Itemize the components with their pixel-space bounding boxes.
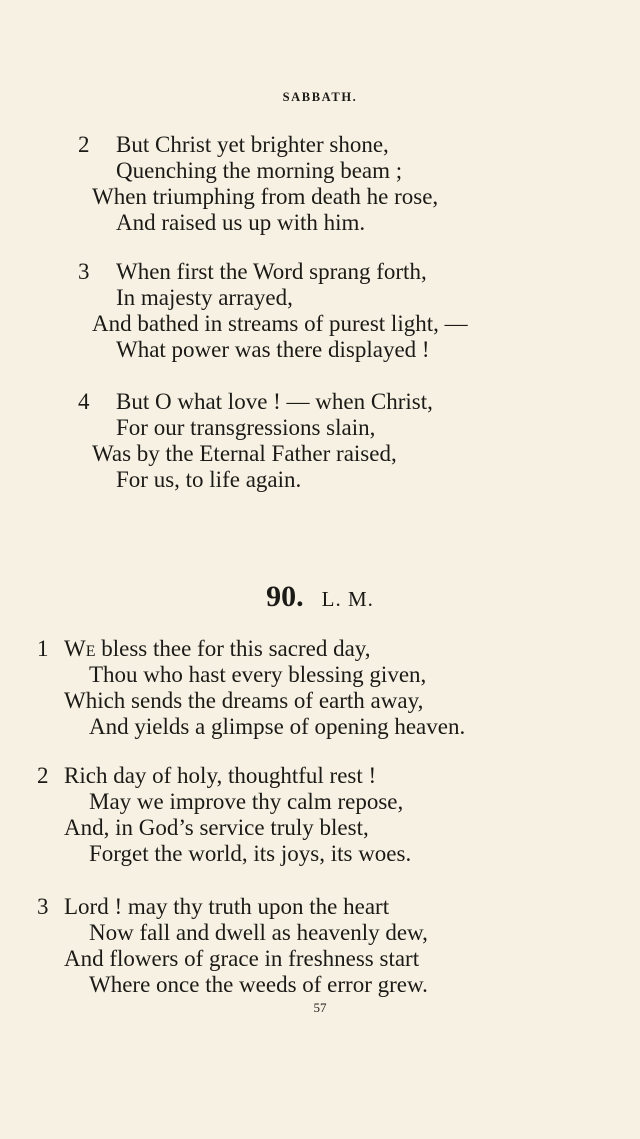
verse-line: Rich day of holy, thoughtful rest ! [64,763,377,788]
verse-line: In majesty arrayed, [116,285,293,310]
stanza-number: 3 [78,259,90,284]
page-number: 57 [313,1000,327,1015]
verse-line: Which sends the dreams of earth away, [64,688,424,713]
running-head: SABBATH. [282,90,358,104]
stanza-number: 3 [37,894,49,919]
verse-line: When triumphing from death he rose, [92,184,439,209]
verse-line: When first the Word sprang forth, [116,259,427,284]
verse-line: Forget the world, its joys, its woes. [89,841,412,866]
verse-line: Was by the Eternal Father raised, [92,441,397,466]
stanza-number: 2 [37,763,49,788]
initial-word: We [64,636,96,661]
stanza-number: 2 [78,132,90,157]
verse-line: Lord ! may thy truth upon the heart [64,894,390,919]
hymn-meter: L. M. [321,587,374,611]
verse-line: But Christ yet brighter shone, [116,132,389,157]
verse-line: Quenching the morning beam ; [116,158,403,183]
verse-line: And, in God’s service truly blest, [64,815,369,840]
verse-line: But O what love ! — when Christ, [116,389,433,414]
stanza-number: 4 [78,389,90,414]
verse-line: May we improve thy calm repose, [89,789,404,814]
verse-line: Thou who hast every blessing given, [89,662,427,687]
verse-line: And raised us up with him. [116,210,366,235]
hymn-heading [0,580,640,614]
verse-line: And flowers of grace in freshness start [64,946,420,971]
verse-line [64,636,371,662]
verse-line: For our transgressions slain, [116,415,376,440]
verse-line: For us, to life again. [116,467,302,492]
verse-line: What power was there displayed ! [116,337,430,362]
verse-line: And yields a glimpse of opening heaven. [89,714,466,739]
verse-line: Now fall and dwell as heavenly dew, [89,920,428,945]
hymn-number: 90. [266,580,304,613]
stanza-number: 1 [37,636,49,661]
verse-line: And bathed in streams of purest light, — [92,311,468,336]
verse-line: Where once the weeds of error grew. [89,972,428,997]
line-remainder: bless thee for this sacred day, [95,636,371,661]
